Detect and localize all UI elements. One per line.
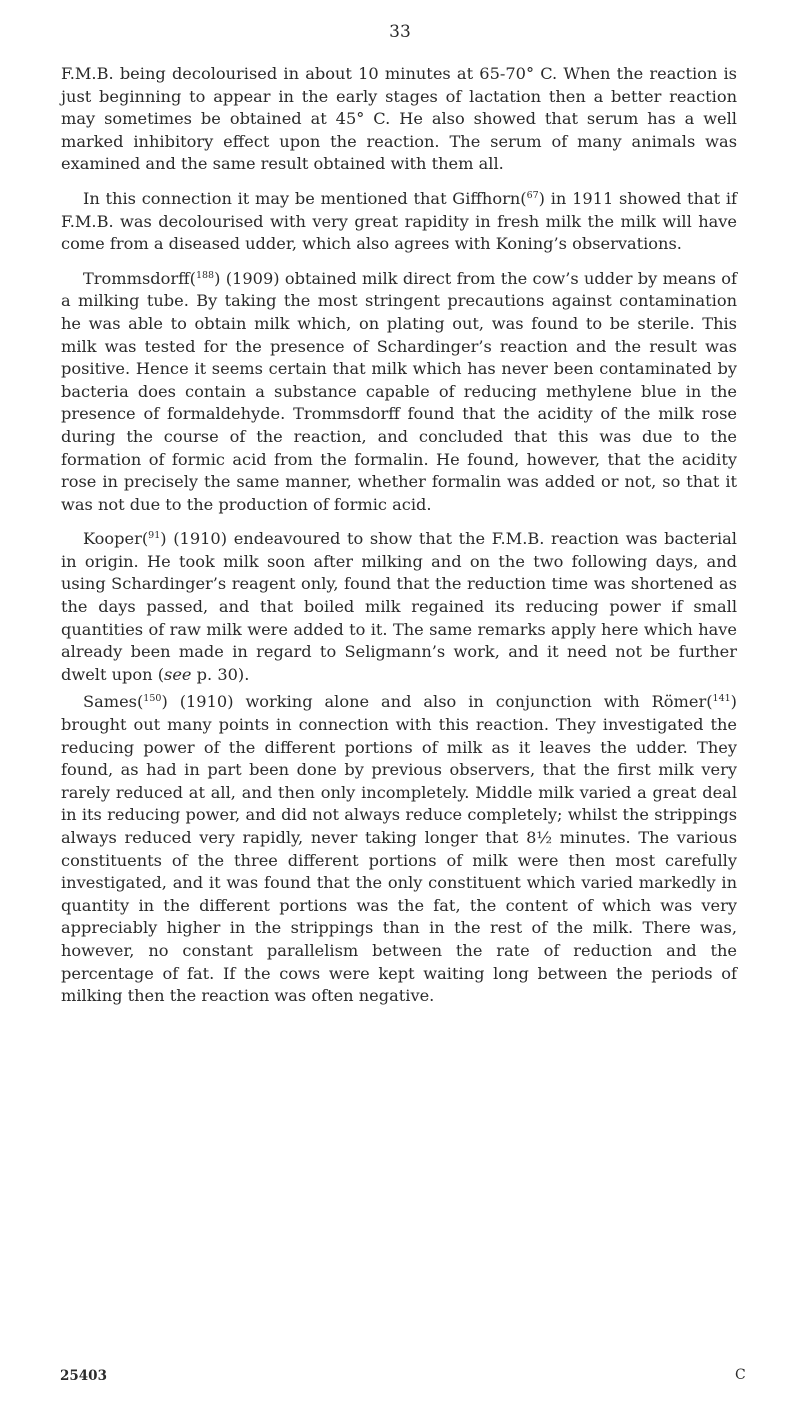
- reference-number: 150: [143, 693, 162, 705]
- paragraph-text: ) (1910) working alone and also in conjunction with Römer(: [161, 692, 713, 712]
- paragraph: [61, 691, 737, 1007]
- paragraph-text: p. 30).: [191, 664, 250, 684]
- paragraph: [61, 63, 737, 176]
- page-number: 33: [389, 22, 411, 42]
- body-text: [61, 63, 737, 1020]
- paragraph-text: ) (1909) obtained milk direct from the cow’s udder by means of a milking tube. By taking the most stringent precautions against contamination he was able to obtain milk which, on plating out, was found to be sterile. This milk was tested for the presence of Schardinger’s reaction and the result was positive. Hence it seems certain that milk which has never been contaminated by bacteria does contain a substance capable of reducing methylene blue in the presence of formaldehyde. Trommsdorff found that the acidity of the milk rose during the course of the reaction, and concluded that this was due to the formation of formic acid from the formalin. He found, however, that the acidity rose in precisely the same manner, whether formalin was added or not, so that it was not due to the production of formic acid.: [61, 268, 737, 514]
- paragraph-text: Sames(: [83, 692, 144, 712]
- footer-signature-mark: 25403: [60, 1368, 107, 1384]
- emphasis-text: see: [164, 664, 192, 684]
- paragraph: [61, 188, 737, 256]
- reference-number: 91: [148, 530, 161, 542]
- paragraph-text: ) brought out many points in connection with this reaction. They investigated the reducing power of the different portions of milk as it leaves the udder. They found, as had in part been done by previous observers, that the first milk very rarely reduced at all, and then only incompletely. Middle milk varied a great deal in its reducing power, and did not always reduce completely; whilst the strippings always reduced very rapidly, never taking longer that 8½ minutes. The various constituents of the three different portions of milk were then most carefully investigated, and it was found that the only constituent which varied markedly in quantity in the different portions was the fat, the content of which was very appreciably higher in the strippings than in the rest of the milk. There was, however, no constant parallelism between the rate of reduction and the percentage of fat. If the cows were kept waiting long between the periods of milking then the reaction was often negative.: [61, 692, 737, 1006]
- paragraph: [61, 528, 737, 686]
- paragraph: [61, 268, 737, 517]
- footer-gathering-mark: C: [735, 1367, 746, 1383]
- reference-number: 188: [195, 269, 215, 281]
- paragraph-text: Trommsdorff(: [83, 268, 196, 288]
- reference-number: 141: [712, 693, 731, 705]
- paragraph-text: ) in 1911 showed that if F.M.B. was decolourised with very great rapidity in fresh milk the milk will have come from a diseased udder, which also agrees with Koning’s observations.: [61, 188, 738, 254]
- paragraph-text: In this connection it may be mentioned that Giffhorn(: [83, 188, 527, 208]
- paragraph-text: ) (1910) endeavoured to show that the F.M.B. reaction was bacterial in origin. He took milk soon after milking and on the two following days, and using Schardinger’s reagent only, found that the reduction time was shortened as the days passed, and that boiled milk regained its reducing power if small quantities of raw milk were added to it. The same remarks apply here which have already been made in regard to Seligmann’s work, and it need not be further dwelt upon (: [61, 529, 737, 684]
- paragraph-text: Kooper(: [83, 529, 149, 549]
- paragraph-text: F.M.B. being decolourised in about 10 minutes at 65-70° C. When the reaction is just beginning to appear in the early stages of lactation then a better reaction may sometimes be obtained at 45° C. He also showed that serum has a well marked inhibitory effect upon the reaction. The serum of many animals was examined and the same result obtained with them all.: [61, 64, 737, 174]
- reference-number: 67: [526, 189, 539, 201]
